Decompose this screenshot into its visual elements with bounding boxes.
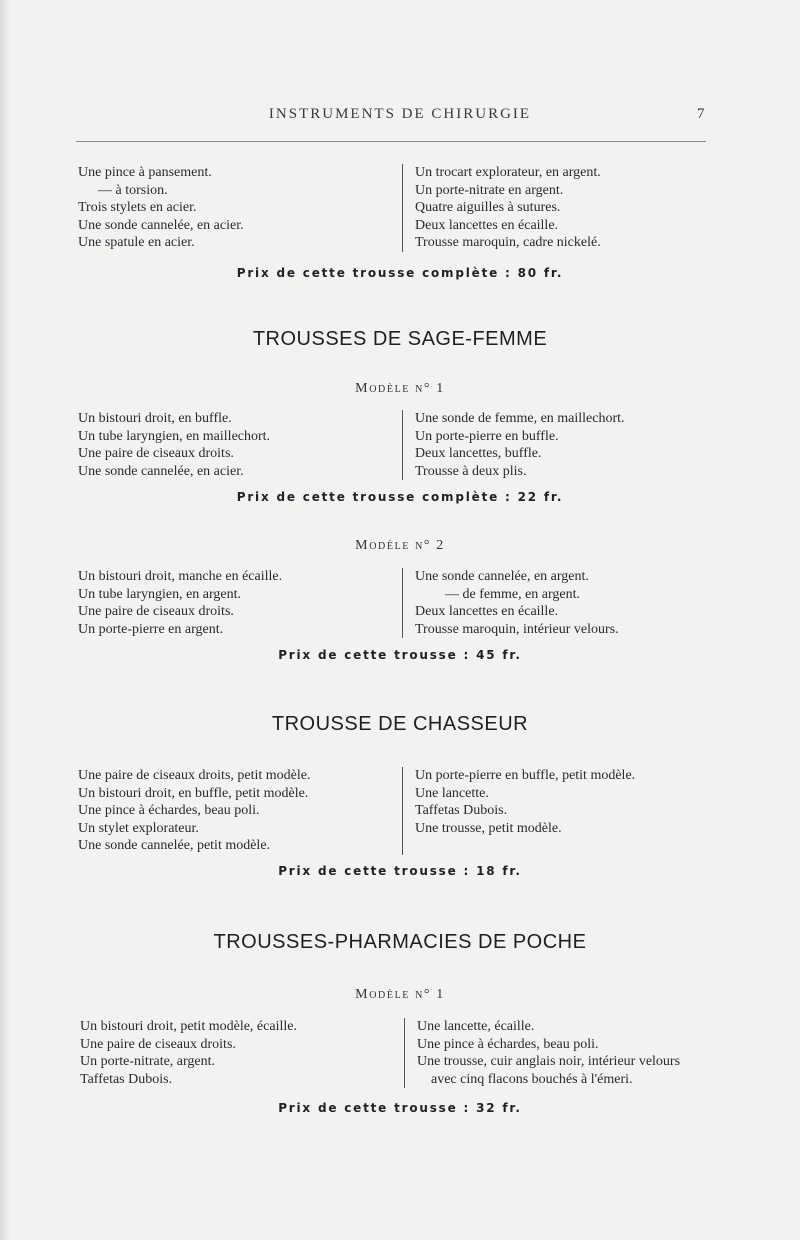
list-item: Deux lancettes en écaille. bbox=[415, 217, 559, 233]
list-item: Une sonde cannelée, en acier. bbox=[78, 463, 244, 479]
list-item: Un tube laryngien, en argent. bbox=[78, 586, 242, 602]
list-item: Taffetas Dubois. bbox=[80, 1071, 173, 1087]
list-item: Une trousse, petit modèle. bbox=[415, 820, 562, 836]
list-item: Une paire de ciseaux droits. bbox=[80, 1036, 236, 1052]
page-number: 7 bbox=[697, 106, 705, 122]
list-item: Une sonde cannelée, petit modèle. bbox=[78, 838, 271, 853]
list-item: Un porte-nitrate en argent. bbox=[415, 182, 564, 198]
list-item: Un porte-pierre en buffle, petit modèle. bbox=[415, 768, 636, 783]
sage-femme-model-2-right-column bbox=[402, 568, 619, 638]
sage-femme-model-1-left-column bbox=[78, 410, 402, 480]
list-item: Un bistouri droit, petit modèle, écaille. bbox=[80, 1019, 297, 1034]
list-item: Une spatule en acier. bbox=[78, 235, 195, 250]
list-item: Une lancette, écaille. bbox=[417, 1019, 535, 1034]
pharmacies-model-1-price: Prix de cette trousse : 32 fr. bbox=[278, 1101, 522, 1115]
trousse-a-right-column bbox=[402, 164, 601, 252]
section-title-pharmacies: TROUSSES-PHARMACIES DE POCHE bbox=[213, 931, 587, 953]
list-item: Une sonde cannelée, en argent. bbox=[415, 569, 589, 584]
list-item: Un trocart explorateur, en argent. bbox=[415, 165, 601, 180]
pharmacies-model-1-label: Modèle n° 1 bbox=[355, 987, 445, 1002]
sage-femme-model-1-label: Modèle n° 1 bbox=[355, 381, 445, 396]
list-item: Quatre aiguilles à sutures. bbox=[415, 200, 561, 215]
trousse-a-price: Prix de cette trousse complète : 80 fr. bbox=[236, 266, 564, 280]
running-title: INSTRUMENTS DE CHIRURGIE bbox=[268, 106, 532, 122]
sage-femme-model-2-price: Prix de cette trousse : 45 fr. bbox=[278, 648, 522, 662]
trousse-a-items bbox=[78, 164, 601, 252]
list-item: Une sonde cannelée, en acier. bbox=[78, 217, 244, 233]
list-item: Un tube laryngien, en maillechort. bbox=[78, 428, 271, 444]
chasseur-price: Prix de cette trousse : 18 fr. bbox=[278, 864, 522, 878]
page-edge-shadow bbox=[0, 0, 10, 1240]
list-item: avec cinq flacons bouchés à l'émeri. bbox=[431, 1071, 633, 1087]
pharmacies-model-1-right-column bbox=[404, 1018, 680, 1088]
list-item: — à torsion. bbox=[98, 182, 168, 198]
section-title-chasseur: TROUSSE DE CHASSEUR bbox=[271, 713, 529, 735]
list-item: Trois stylets en acier. bbox=[78, 200, 197, 215]
list-item: Un porte-pierre en argent. bbox=[78, 621, 224, 637]
sage-femme-model-2-items bbox=[78, 568, 619, 638]
list-item: Une sonde de femme, en maillechort. bbox=[415, 411, 625, 426]
list-item: Une paire de ciseaux droits. bbox=[78, 446, 234, 461]
sage-femme-model-2-label: Modèle n° 2 bbox=[355, 538, 445, 553]
list-item: Taffetas Dubois. bbox=[415, 803, 508, 818]
list-item: Une lancette. bbox=[415, 785, 489, 801]
list-item: Trousse maroquin, cadre nickelé. bbox=[415, 235, 601, 250]
list-item: Une pince à pansement. bbox=[78, 165, 212, 180]
list-item: Une pince à échardes, beau poli. bbox=[417, 1036, 599, 1052]
list-item: Deux lancettes en écaille. bbox=[415, 604, 559, 619]
list-item: Un porte-pierre en buffle. bbox=[415, 428, 559, 444]
list-item: Trousse à deux plis. bbox=[415, 463, 527, 479]
sage-femme-model-2-left-column bbox=[78, 568, 402, 638]
list-item: Un porte-nitrate, argent. bbox=[80, 1054, 216, 1069]
list-item: Un bistouri droit, en buffle. bbox=[78, 411, 232, 426]
list-item: Trousse maroquin, intérieur velours. bbox=[415, 621, 619, 637]
list-item: Un bistouri droit, en buffle, petit modèle. bbox=[78, 785, 309, 801]
sage-femme-model-1-price: Prix de cette trousse complète : 22 fr. bbox=[236, 490, 564, 504]
list-item: Un bistouri droit, manche en écaille. bbox=[78, 569, 283, 584]
chasseur-left-column bbox=[78, 767, 402, 855]
chasseur-items bbox=[78, 767, 635, 855]
pharmacies-model-1-left-column bbox=[80, 1018, 404, 1088]
trousse-a-left-column bbox=[78, 164, 402, 252]
pharmacies-model-1-items bbox=[80, 1018, 680, 1088]
list-item: Une paire de ciseaux droits, petit modèle. bbox=[78, 768, 311, 783]
list-item: — de femme, en argent. bbox=[445, 586, 581, 602]
list-item: Une pince à échardes, beau poli. bbox=[78, 803, 260, 818]
list-item: Une paire de ciseaux droits. bbox=[78, 604, 234, 619]
list-item: Deux lancettes, buffle. bbox=[415, 446, 542, 461]
list-item: Une trousse, cuir anglais noir, intérieur velours bbox=[417, 1054, 681, 1069]
list-item: Un stylet explorateur. bbox=[78, 820, 199, 836]
section-title-sage-femme: TROUSSES DE SAGE-FEMME bbox=[252, 328, 548, 350]
sage-femme-model-1-items bbox=[78, 410, 625, 480]
sage-femme-model-1-right-column bbox=[402, 410, 625, 480]
chasseur-right-column bbox=[402, 767, 635, 855]
header-rule bbox=[76, 141, 706, 142]
